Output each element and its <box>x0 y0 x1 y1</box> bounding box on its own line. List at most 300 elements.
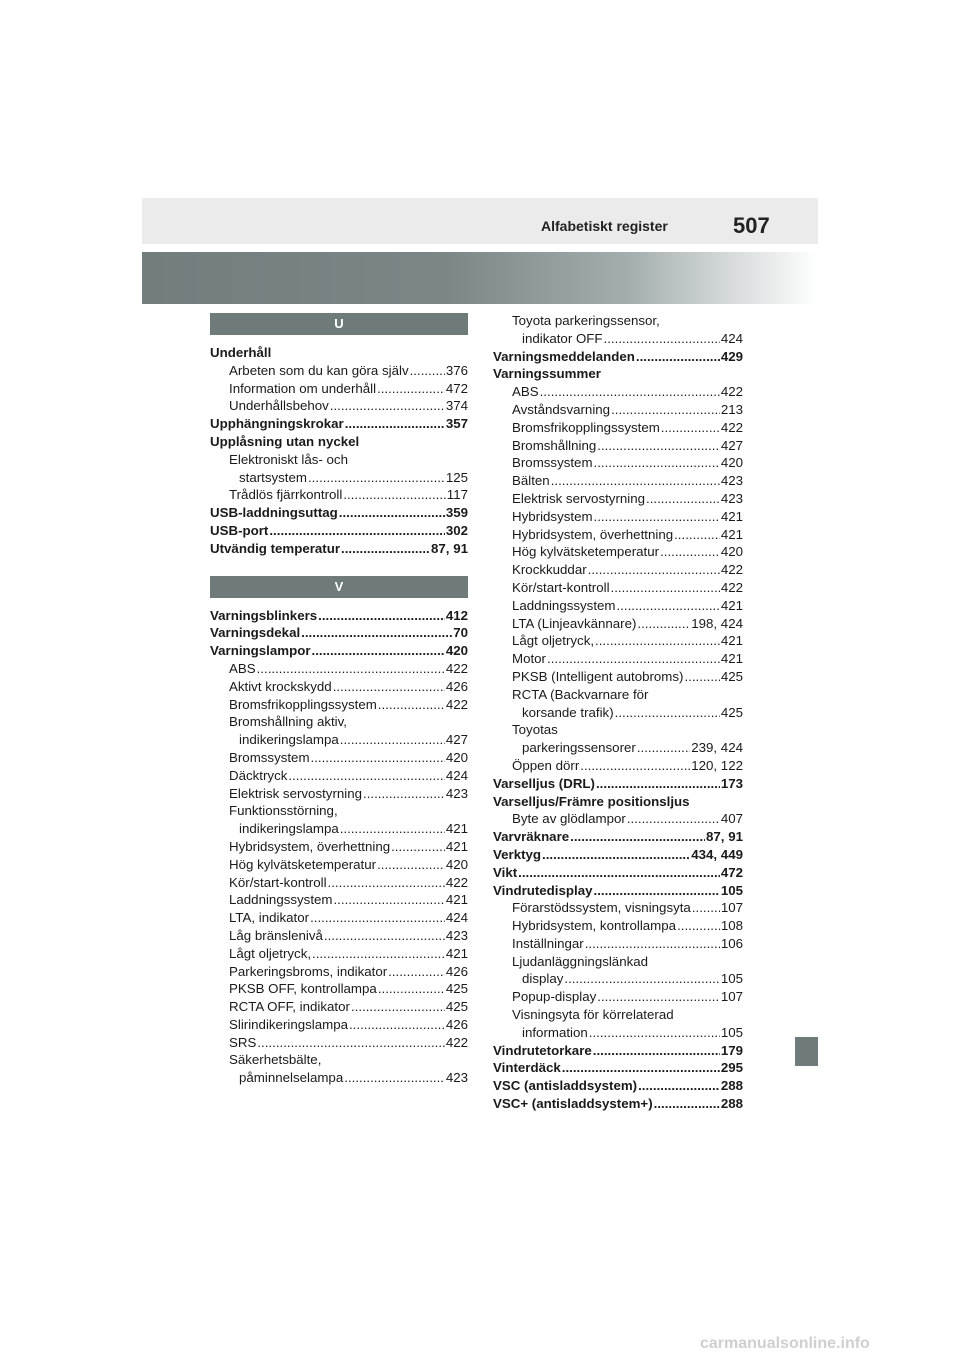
index-entry <box>210 945 468 963</box>
index-entry <box>493 561 743 579</box>
index-entry <box>210 713 468 731</box>
index-entry <box>493 793 743 811</box>
dot-leader <box>684 668 719 686</box>
entry-page: 422 <box>720 579 743 595</box>
index-entry <box>493 597 743 615</box>
dot-leader <box>339 504 445 522</box>
entry-term: Upplåsning utan nyckel <box>210 433 360 449</box>
entry-page: 425 <box>445 999 468 1015</box>
entry-term: startsystem <box>239 469 307 485</box>
entry-page: 426 <box>445 963 468 979</box>
index-entry <box>493 828 743 846</box>
dot-leader <box>654 1095 720 1113</box>
entry-page: 198, 424 <box>691 615 743 631</box>
entry-page: 422 <box>720 384 743 400</box>
entry-page: 374 <box>445 398 468 414</box>
entry-term: Trådlös fjärrkontroll <box>229 487 343 503</box>
entry-term: påminnelselampa <box>239 1070 344 1086</box>
dot-leader <box>257 1034 444 1052</box>
index-entry <box>493 490 743 508</box>
entry-page: 426 <box>445 678 468 694</box>
entry-term: LTA, indikator <box>229 910 310 926</box>
entry-page: 105 <box>720 882 743 898</box>
index-entry <box>210 874 468 892</box>
entry-page: 421 <box>445 945 468 961</box>
entry-term: indikator OFF <box>522 330 603 346</box>
entry-page: 421 <box>445 892 468 908</box>
entry-page: 288 <box>720 1078 743 1094</box>
entry-page: 420 <box>720 455 743 471</box>
dot-leader <box>595 632 720 650</box>
entry-term: Visningsyta för körrelaterad <box>512 1007 674 1023</box>
index-entry <box>210 767 468 785</box>
entry-term: Kör/start-kontroll <box>512 579 610 595</box>
index-entry <box>210 607 468 625</box>
index-entry <box>493 401 743 419</box>
entry-term: Vikt <box>493 864 518 880</box>
dot-leader <box>611 579 720 597</box>
entry-page: 422 <box>445 1034 468 1050</box>
entry-term: Byte av glödlampor <box>512 811 626 827</box>
entry-term: information <box>522 1024 588 1040</box>
index-entry <box>210 927 468 945</box>
dot-leader <box>661 419 720 437</box>
dot-leader <box>615 704 720 722</box>
index-entry <box>210 362 468 380</box>
dot-leader <box>611 401 720 419</box>
entry-term: Motor <box>512 651 546 667</box>
section-header-v: V <box>210 576 468 598</box>
dot-leader <box>341 540 430 558</box>
dot-leader <box>340 731 445 749</box>
entry-page: 423 <box>720 490 743 506</box>
entry-term: Underhållsbehov <box>229 398 329 414</box>
entry-page: 423 <box>720 473 743 489</box>
dot-leader <box>660 543 720 561</box>
entry-page: 106 <box>720 935 743 951</box>
dot-leader <box>378 980 445 998</box>
section-header-u: U <box>210 313 468 335</box>
dot-leader <box>677 917 720 935</box>
entry-term: Laddningssystem <box>229 892 333 908</box>
entry-term: VSC (antisladdsystem) <box>493 1078 638 1094</box>
entry-term: Hybridsystem, överhettning <box>512 526 674 542</box>
entry-term: Varningsmeddelanden <box>493 348 635 364</box>
entry-term: indikeringslampa <box>239 732 339 748</box>
dot-leader <box>312 642 445 660</box>
entry-page: 423 <box>445 785 468 801</box>
index-entry <box>493 810 743 828</box>
index-entry <box>210 433 468 451</box>
entry-term: USB-port <box>210 522 269 538</box>
entry-page: 420 <box>445 643 468 659</box>
dot-leader <box>345 415 445 433</box>
entry-term: Varselljus (DRL) <box>493 775 595 791</box>
entry-term: Slirindikeringslampa <box>229 1016 348 1032</box>
entry-term: Ljudanläggningslänkad <box>512 953 649 969</box>
entry-page: 407 <box>720 811 743 827</box>
dot-leader <box>363 785 445 803</box>
dot-leader <box>388 963 445 981</box>
entry-term: Hybridsystem <box>512 508 593 524</box>
entry-page: 425 <box>720 668 743 684</box>
index-entry <box>210 980 468 998</box>
index-entry <box>210 344 468 362</box>
index-entry <box>210 1016 468 1034</box>
entry-page: 420 <box>445 856 468 872</box>
entry-term: Däcktryck <box>229 767 288 783</box>
dot-leader <box>637 739 690 757</box>
index-entry <box>493 704 743 722</box>
entry-term: Elektrisk servostyrning <box>229 785 363 801</box>
dot-leader <box>597 437 720 455</box>
dot-leader <box>674 526 720 544</box>
index-entry <box>493 917 743 935</box>
index-entry <box>493 330 743 348</box>
entry-term: Toyota parkeringssensor, <box>512 313 660 328</box>
entry-term: Inställningar <box>512 935 584 951</box>
dot-leader <box>344 1069 445 1087</box>
index-entry <box>210 785 468 803</box>
index-entry <box>210 469 468 487</box>
entry-page: 70 <box>453 625 468 641</box>
index-entry <box>493 668 743 686</box>
dot-leader <box>410 362 445 380</box>
dot-leader <box>312 945 445 963</box>
entry-page: 421 <box>720 597 743 613</box>
entry-term: Öppen dörr <box>512 757 580 773</box>
index-entry <box>210 522 468 540</box>
index-entry <box>210 678 468 696</box>
entry-term: korsande trafik) <box>522 704 614 720</box>
entry-term: parkeringssensorer <box>522 740 636 756</box>
entry-term: PKSB (Intelligent autobroms) <box>512 668 684 684</box>
entry-page: 295 <box>720 1060 743 1076</box>
dot-leader <box>378 696 445 714</box>
entry-term: Bälten <box>512 473 550 489</box>
entry-page: 424 <box>445 767 468 783</box>
entry-term: Lågt oljetryck, <box>229 945 312 961</box>
dot-leader <box>391 838 445 856</box>
entry-term: Varselljus/Främre positionsljus <box>493 793 690 809</box>
index-entry <box>493 864 743 882</box>
entry-term: indikeringslampa <box>239 821 339 837</box>
chapter-thumb-tab <box>795 1037 818 1066</box>
entry-term: Varvräknare <box>493 829 570 845</box>
entry-term: Varningsblinkers <box>210 607 318 623</box>
index-entry <box>210 1051 468 1069</box>
entry-term: RCTA (Backvarnare för <box>512 686 649 702</box>
entry-term: Varningslampor <box>210 643 311 659</box>
entry-page: 427 <box>720 437 743 453</box>
index-entry <box>493 953 743 971</box>
index-entry <box>493 970 743 988</box>
index-column-left <box>210 313 468 1087</box>
entry-page: 359 <box>445 505 468 521</box>
entry-term: Parkeringsbroms, indikator <box>229 963 388 979</box>
dot-leader <box>318 607 445 625</box>
entry-page: 412 <box>445 607 468 623</box>
entry-term: PKSB OFF, kontrollampa <box>229 981 377 997</box>
dot-leader <box>588 561 720 579</box>
entry-term: Information om underhåll <box>229 380 377 396</box>
dot-leader <box>564 970 719 988</box>
entry-term: Låg bränslenivå <box>229 927 323 943</box>
entry-term: Bromsfrikopplingssystem <box>512 419 660 435</box>
index-entry <box>210 749 468 767</box>
dot-leader <box>597 988 720 1006</box>
entry-page: 108 <box>720 918 743 934</box>
entry-page: 421 <box>445 821 468 837</box>
entry-term: SRS <box>229 1034 257 1050</box>
index-entry <box>493 312 743 330</box>
entry-term: LTA (Linjeavkännare) <box>512 615 637 631</box>
entry-page: 105 <box>720 971 743 987</box>
index-entry <box>493 1059 743 1077</box>
entry-page: 357 <box>445 416 468 432</box>
entry-term: Bromssystem <box>229 749 310 765</box>
dot-leader <box>646 490 720 508</box>
entry-page: 302 <box>445 522 468 538</box>
index-entry <box>210 731 468 749</box>
dot-leader <box>333 678 445 696</box>
entry-page: 173 <box>720 775 743 791</box>
entry-page: 472 <box>445 380 468 396</box>
entry-page: 288 <box>720 1096 743 1112</box>
entry-term: Toyotas <box>512 722 558 738</box>
index-entry <box>210 540 468 558</box>
entry-term: Aktivt krockskydd <box>229 678 332 694</box>
index-entry <box>210 820 468 838</box>
index-entry <box>210 504 468 522</box>
entry-term: Funktionsstörning, <box>229 803 338 819</box>
dot-leader <box>594 454 720 472</box>
entry-page: 376 <box>445 362 468 378</box>
entry-term: Bromsfrikopplingssystem <box>229 696 377 712</box>
dot-leader <box>638 1077 720 1095</box>
index-entry <box>493 1095 743 1113</box>
dot-leader <box>308 469 445 487</box>
index-entry <box>210 696 468 714</box>
entry-term: Avståndsvarning <box>512 401 611 417</box>
entry-page: 107 <box>720 900 743 916</box>
index-entry <box>210 642 468 660</box>
entry-term: Utvändig temperatur <box>210 540 341 556</box>
dot-leader <box>340 820 445 838</box>
entry-page: 105 <box>720 1024 743 1040</box>
index-entry <box>493 615 743 633</box>
entry-page: 420 <box>445 749 468 765</box>
entry-term: RCTA OFF, indikator <box>229 999 350 1015</box>
entry-term: Hög kylvätsketemperatur <box>229 856 377 872</box>
entry-page: 421 <box>720 526 743 542</box>
dot-leader <box>616 597 719 615</box>
entry-page: 423 <box>445 927 468 943</box>
dot-leader <box>269 522 444 540</box>
entry-term: display <box>522 971 564 987</box>
index-entry <box>210 1034 468 1052</box>
index-entry <box>493 899 743 917</box>
entry-term: Varningsdekal <box>210 625 301 641</box>
index-entry <box>493 775 743 793</box>
index-entry <box>493 419 743 437</box>
entry-term: Hybridsystem, överhettning <box>229 838 391 854</box>
dot-leader <box>547 650 720 668</box>
entry-page: 422 <box>720 562 743 578</box>
entry-page: 423 <box>445 1070 468 1086</box>
index-entry <box>210 380 468 398</box>
watermark: carmanualsonline.info <box>700 1335 870 1352</box>
entry-page: 421 <box>720 508 743 524</box>
entry-page: 125 <box>445 469 468 485</box>
index-entry <box>493 365 743 383</box>
page-header <box>142 198 818 244</box>
index-entry <box>210 1069 468 1087</box>
entry-term: Krockkuddar <box>512 562 587 578</box>
index-entry <box>493 632 743 650</box>
dot-leader <box>604 330 720 348</box>
dot-leader <box>301 624 452 642</box>
dot-leader <box>542 846 690 864</box>
entry-term: Arbeten som du kan göra själv <box>229 362 409 378</box>
entry-page: 421 <box>445 838 468 854</box>
dot-leader <box>570 828 705 846</box>
header-banner <box>142 252 818 304</box>
index-entry <box>210 998 468 1016</box>
index-entry <box>210 451 468 469</box>
entry-page: 472 <box>720 864 743 880</box>
entry-term: Förarstödssystem, visningsyta <box>512 900 691 916</box>
entry-page: 422 <box>445 696 468 712</box>
entry-term: Vinterdäck <box>493 1060 561 1076</box>
index-entry <box>493 721 743 739</box>
index-entry <box>493 437 743 455</box>
entry-page: 434, 449 <box>691 846 743 862</box>
dot-leader <box>288 767 444 785</box>
entry-term: Bromshållning aktiv, <box>229 714 347 730</box>
index-entry <box>210 963 468 981</box>
entry-page: 117 <box>446 487 468 503</box>
entry-page: 425 <box>445 981 468 997</box>
index-entry <box>493 383 743 401</box>
dot-leader <box>333 891 444 909</box>
entry-term: Lågt oljetryck, <box>512 633 595 649</box>
entry-term: ABS <box>512 384 539 400</box>
entry-page: 426 <box>445 1016 468 1032</box>
index-entry <box>210 838 468 856</box>
dot-leader <box>377 380 445 398</box>
index-entry <box>210 415 468 433</box>
entry-page: 422 <box>720 419 743 435</box>
index-entry <box>210 397 468 415</box>
dot-leader <box>692 899 720 917</box>
index-entry <box>493 348 743 366</box>
dot-leader <box>310 909 445 927</box>
dot-leader <box>627 810 720 828</box>
dot-leader <box>330 397 445 415</box>
index-entry <box>493 757 743 775</box>
index-list-u <box>210 344 468 558</box>
dot-leader <box>580 757 690 775</box>
entry-term: Vindrutedisplay <box>493 882 593 898</box>
index-entry <box>493 846 743 864</box>
entry-page: 107 <box>720 989 743 1005</box>
entry-term: Upphängningskrokar <box>210 416 344 432</box>
entry-page: 422 <box>445 874 468 890</box>
index-entry <box>210 891 468 909</box>
index-list-v <box>210 607 468 1088</box>
index-entry <box>493 1077 743 1095</box>
entry-page: 120, 122 <box>691 757 743 773</box>
index-entry <box>493 472 743 490</box>
dot-leader <box>637 615 690 633</box>
index-entry <box>493 508 743 526</box>
dot-leader <box>540 383 720 401</box>
index-entry <box>210 802 468 820</box>
entry-term: Laddningssystem <box>512 597 616 613</box>
index-entry <box>493 579 743 597</box>
index-entry <box>210 624 468 642</box>
entry-term: Popup-display <box>512 989 597 1005</box>
entry-term: Hög kylvätsketemperatur <box>512 544 660 560</box>
index-entry <box>493 686 743 704</box>
entry-page: 213 <box>720 401 743 417</box>
index-entry <box>210 856 468 874</box>
entry-term: Elektrisk servostyrning <box>512 490 646 506</box>
entry-term: Bromshållning <box>512 437 597 453</box>
index-column-right <box>493 312 743 1113</box>
page-number: 507 <box>733 213 770 238</box>
entry-page: 87, 91 <box>706 829 743 845</box>
dot-leader <box>585 935 720 953</box>
dot-leader <box>594 882 720 900</box>
dot-leader <box>596 775 720 793</box>
index-entry <box>493 543 743 561</box>
entry-page: 425 <box>720 704 743 720</box>
dot-leader <box>518 864 720 882</box>
index-entry <box>210 660 468 678</box>
index-entry <box>493 1024 743 1042</box>
entry-term: Hybridsystem, kontrollampa <box>512 918 677 934</box>
entry-page: 422 <box>445 660 468 676</box>
dot-leader <box>311 749 445 767</box>
dot-leader <box>589 1024 720 1042</box>
index-entry <box>493 650 743 668</box>
entry-term: Underhåll <box>210 345 272 360</box>
dot-leader <box>593 1042 720 1060</box>
index-entry <box>210 909 468 927</box>
entry-page: 421 <box>720 651 743 667</box>
dot-leader <box>257 660 445 678</box>
dot-leader <box>551 472 720 490</box>
entry-page: 424 <box>720 330 743 346</box>
dot-leader <box>562 1059 720 1077</box>
entry-page: 424 <box>445 910 468 926</box>
entry-term: Säkerhetsbälte, <box>229 1052 322 1068</box>
index-entry <box>493 935 743 953</box>
entry-page: 421 <box>720 633 743 649</box>
dot-leader <box>343 486 445 504</box>
entry-page: 87, 91 <box>431 540 468 556</box>
entry-term: Elektroniskt lås- och <box>229 451 348 467</box>
entry-page: 239, 424 <box>691 740 743 756</box>
entry-page: 429 <box>720 348 743 364</box>
entry-term: Verktyg <box>493 846 542 862</box>
entry-term: Varningssummer <box>493 366 601 382</box>
entry-term: VSC+ (antisladdsystem+) <box>493 1096 653 1112</box>
index-entry <box>493 1006 743 1024</box>
entry-page: 179 <box>720 1042 743 1058</box>
